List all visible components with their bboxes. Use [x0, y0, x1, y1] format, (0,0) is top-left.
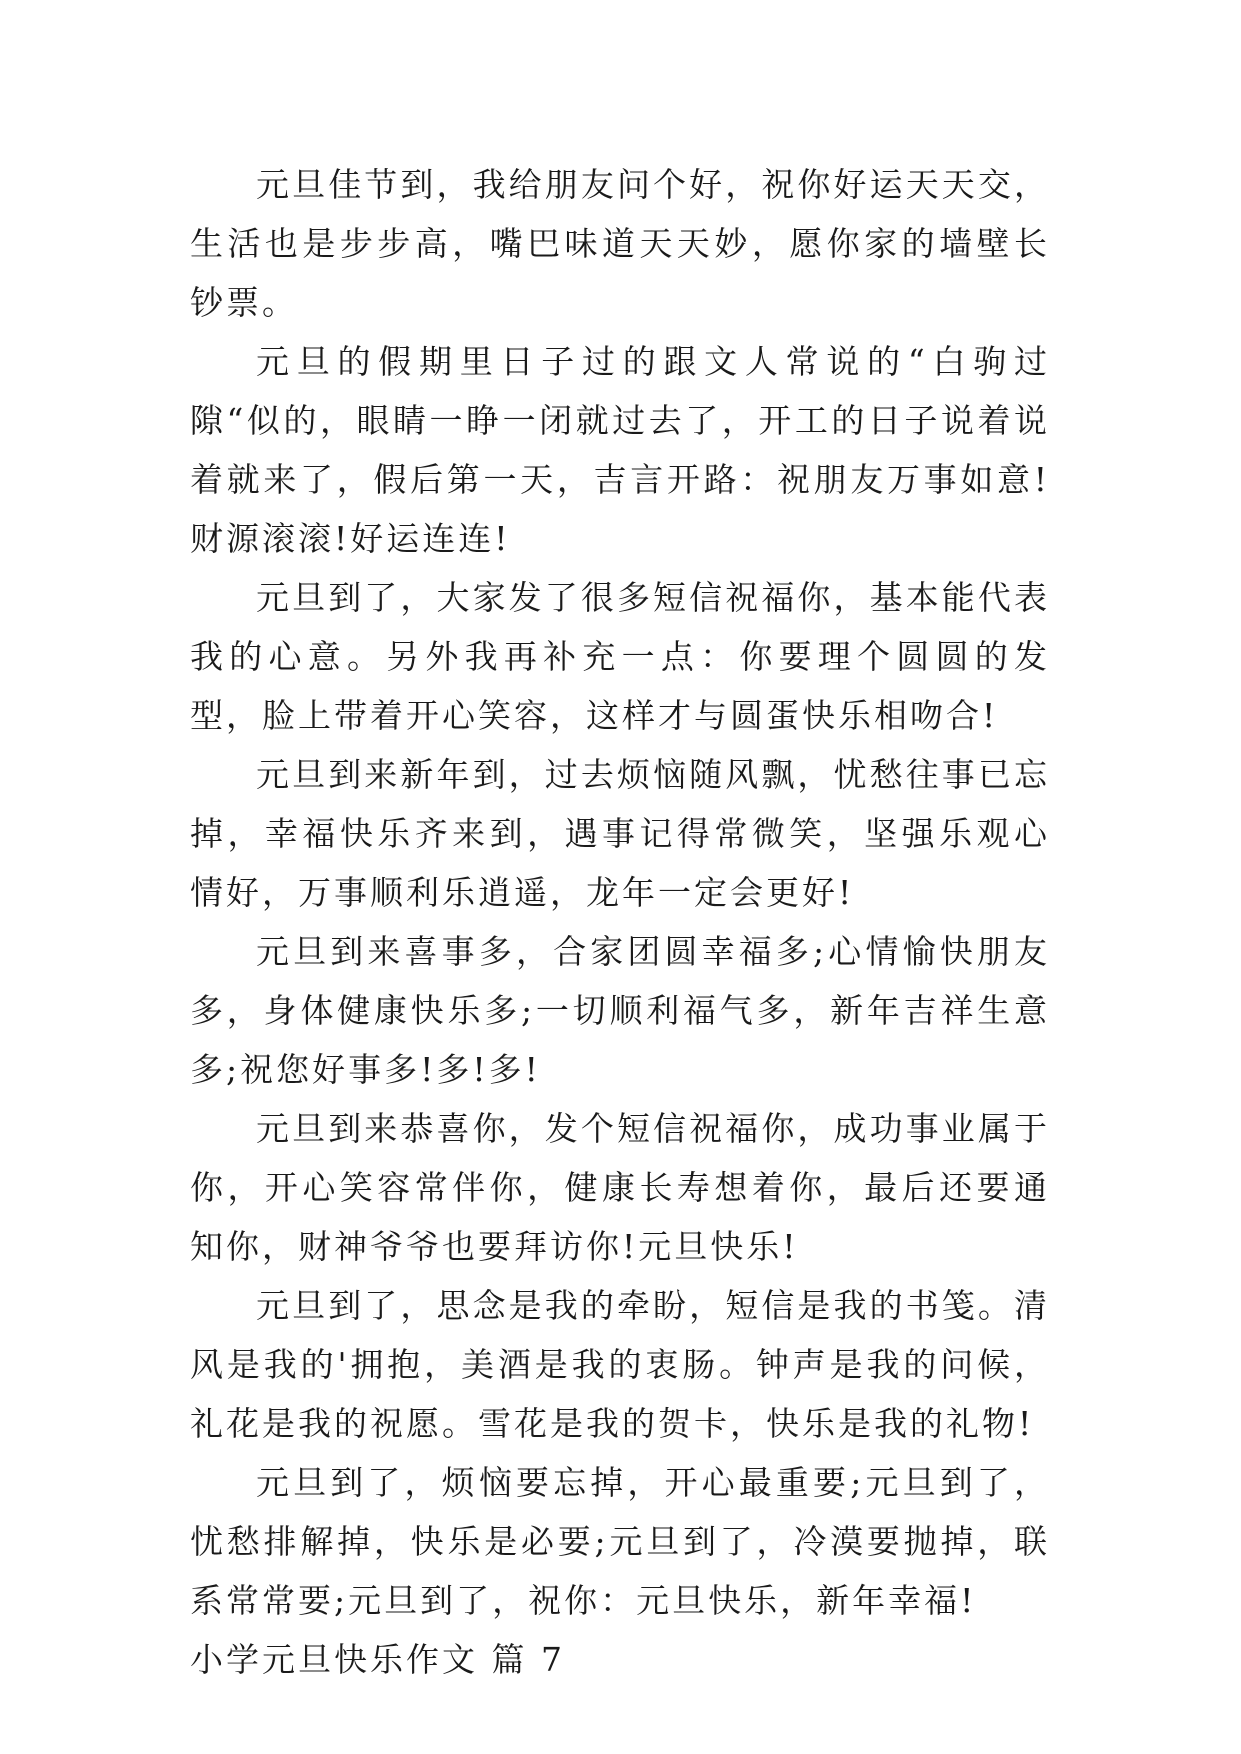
document-body: [190, 155, 1050, 1689]
paragraph-3: 元旦到了，大家发了很多短信祝福你，基本能代表我的心意。另外我再补充一点：你要理个圆圆的发型，脸上带着开心笑容，这样才与圆蛋快乐相吻合!: [190, 578, 1050, 735]
paragraph-2: 元旦的假期里日子过的跟文人常说的“白驹过隙“似的，眼睛一睁一闭就过去了，开工的日子说着说着就来了，假后第一天，吉言开路：祝朋友万事如意!财源滚滚!好运连连!: [190, 342, 1050, 558]
paragraph-5: 元旦到来喜事多，合家团圆幸福多;心情愉快朋友多，身体健康快乐多;一切顺利福气多，新年吉祥生意多;祝您好事多!多!多!: [190, 932, 1050, 1089]
paragraph-4: 元旦到来新年到，过去烦恼随风飘，忧愁往事已忘掉，幸福快乐齐来到，遇事记得常微笑，坚强乐观心情好，万事顺利乐逍遥，龙年一定会更好!: [190, 755, 1050, 912]
paragraph-7: 元旦到了，思念是我的牵盼，短信是我的书笺。清风是我的'拥抱，美酒是我的衷肠。钟声是我的问候，礼花是我的祝愿。雪花是我的贺卡，快乐是我的礼物!: [190, 1286, 1050, 1443]
paragraph-6: 元旦到来恭喜你，发个短信祝福你，成功事业属于你，开心笑容常伴你，健康长寿想着你，最后还要通知你，财神爷爷也要拜访你!元旦快乐!: [190, 1109, 1050, 1266]
paragraph-8: 元旦到了，烦恼要忘掉，开心最重要;元旦到了，忧愁排解掉，快乐是必要;元旦到了，冷漠要抛掉，联系常常要;元旦到了，祝你：元旦快乐，新年幸福!: [190, 1463, 1050, 1620]
paragraph-1: 元旦佳节到，我给朋友问个好，祝你好运天天交，生活也是步步高，嘴巴味道天天妙，愿你家的墙壁长钞票。: [190, 165, 1050, 322]
section-heading: 小学元旦快乐作文 篇 7: [190, 1640, 565, 1679]
